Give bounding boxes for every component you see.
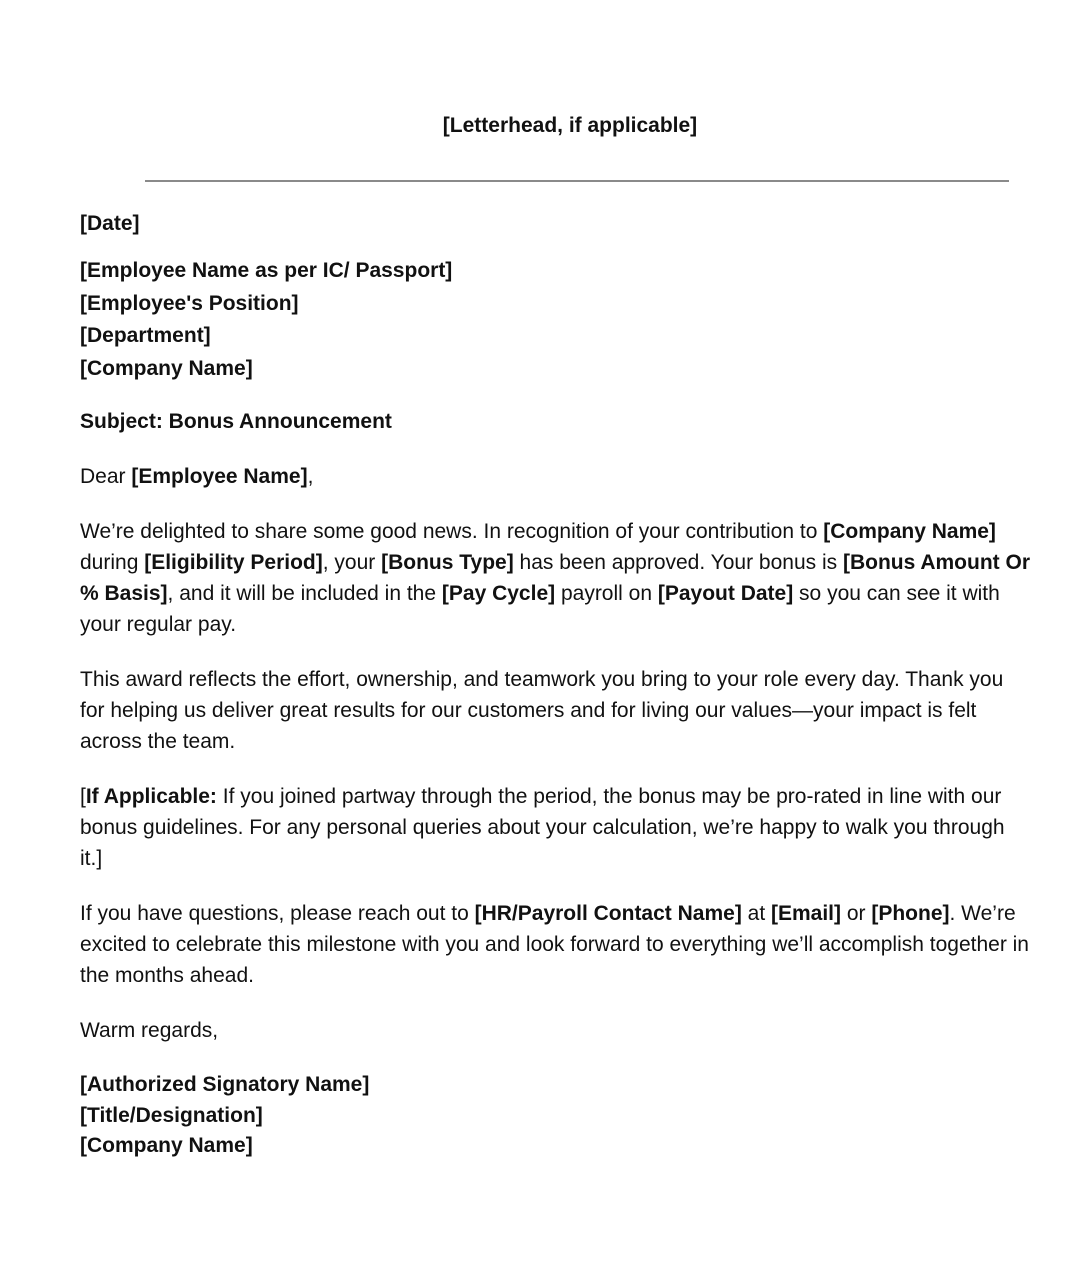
- p1-text-4: has been approved. Your bonus is: [513, 551, 843, 574]
- p1-bonus-amount-placeholder: [Bonus Amount Or % Basis]: [80, 551, 1030, 605]
- p3-text: If you joined partway through the period, the bonus may be pro-rated in line with our bonus guidelines. For any personal queries about your calculation, we’re happy to walk you through it.]: [80, 785, 1005, 870]
- closing-line: Warm regards,: [80, 1019, 219, 1042]
- paragraph-bonus-details: [80, 516, 1030, 640]
- signatory-company: [Company Name]: [80, 1134, 253, 1157]
- signature-block: [80, 1070, 1030, 1162]
- p3-label: If Applicable:: [85, 785, 217, 808]
- p1-text-5: , and it will be included in the: [167, 582, 442, 605]
- p4-text-2: at: [741, 902, 771, 925]
- p4-phone-placeholder: [Phone]: [871, 902, 950, 925]
- p1-text-6: payroll on: [555, 582, 658, 605]
- p4-text-3: or: [841, 902, 872, 925]
- letterhead-divider: [145, 180, 1009, 182]
- salutation-name: [Employee Name]: [131, 465, 308, 488]
- p3-open-bracket: [: [80, 785, 86, 808]
- p1-eligibility-placeholder: [Eligibility Period]: [144, 551, 323, 574]
- salutation-prefix: Dear: [80, 465, 132, 488]
- p4-contact-name-placeholder: [HR/Payroll Contact Name]: [474, 902, 742, 925]
- salutation: [80, 461, 1030, 492]
- paragraph-contact: [80, 898, 1030, 991]
- p1-text-7: so you can see it with your regular pay.: [80, 582, 1000, 636]
- signatory-title: [Title/Designation]: [80, 1103, 263, 1127]
- p4-text-4: . We’re excited to celebrate this milestone with you and look forward to everything we’ll accomplish together in the months ahead.: [80, 902, 1029, 987]
- paragraph-appreciation: This award reflects the effort, ownership, and teamwork you bring to your role every day. Thank you for helping us deliver great results for our customers and for living our values—your impact is felt across the team.: [80, 668, 1004, 753]
- p1-bonus-type-placeholder: [Bonus Type]: [381, 551, 514, 574]
- p1-text-2: during: [80, 551, 145, 574]
- recipient-company: [Company Name]: [80, 356, 253, 380]
- letter-date: [Date]: [80, 212, 140, 235]
- letterhead: [Letterhead, if applicable]: [442, 114, 698, 137]
- recipient-block: [80, 255, 1030, 385]
- p4-text-1: If you have questions, please reach out to: [80, 902, 475, 925]
- p1-payout-date-placeholder: [Payout Date]: [657, 582, 794, 605]
- p1-text-1: We’re delighted to share some good news. In recognition of your contribution to: [80, 520, 824, 543]
- subject-line: Subject: Bonus Announcement: [80, 410, 392, 433]
- letter-body: [80, 208, 1030, 1162]
- p4-email-placeholder: [Email]: [771, 902, 842, 925]
- recipient-department: [Department]: [80, 324, 211, 347]
- recipient-position: [Employee's Position]: [80, 291, 299, 315]
- signatory-name: [Authorized Signatory Name]: [80, 1073, 370, 1096]
- p1-pay-cycle-placeholder: [Pay Cycle]: [441, 582, 556, 605]
- p1-company-placeholder: [Company Name]: [823, 520, 996, 543]
- recipient-name: [Employee Name as per IC/ Passport]: [80, 259, 453, 282]
- paragraph-if-applicable: [80, 781, 1030, 874]
- p1-text-3: , your: [322, 551, 382, 574]
- salutation-suffix: ,: [307, 465, 314, 488]
